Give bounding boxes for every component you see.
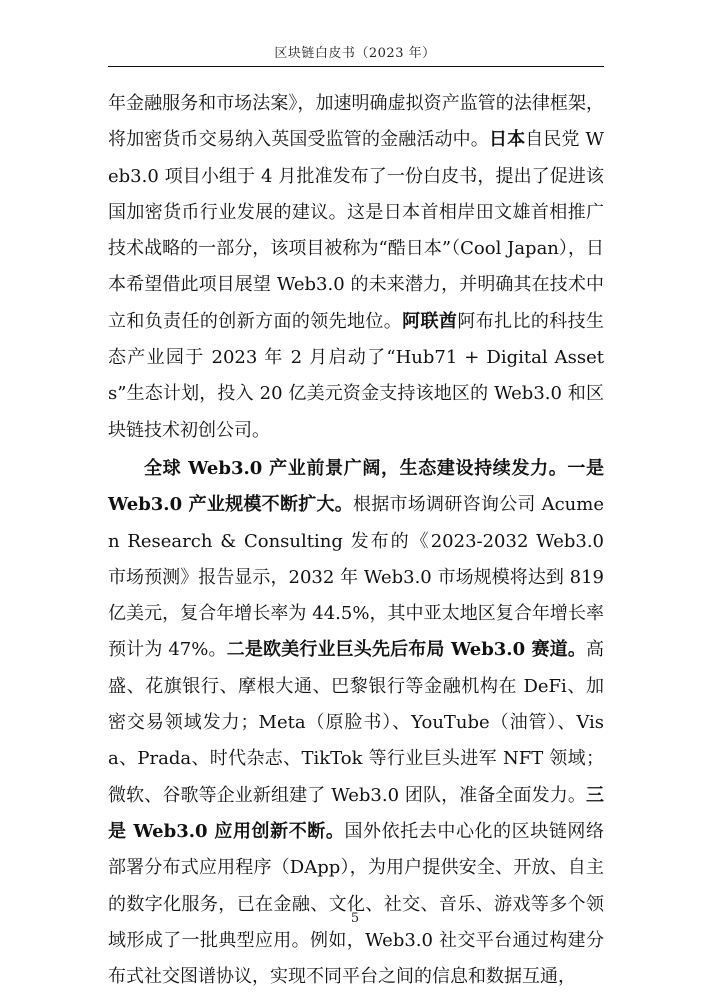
bold-segment: 全球 Web3.0 产业前景广阔，生态建设持续发力。一是 Web3.0 产业规模不断扩大。 (108, 457, 604, 516)
paragraph-1 (108, 86, 604, 449)
bold-segment: 阿联酋 (402, 310, 458, 332)
text-segment: 高盛、花旗银行、摩根大通、巴黎银行等金融机构在 DeFi、加密交易领域发力；Meta（原脸书）、YouTube（油管）、Visa、Prada、时代杂志、TikTok 等行业巨头进军 NFT 领域；微软、谷歌等企业新组建了 Web3.0 团队，准备全面发力。 (108, 639, 604, 806)
text-segment: 阿布扎比的科技生态产业园于 2023 年 2 月启动了“Hub71 + Digital Assets”生态计划，投入 20 亿美元资金支持该地区的 Web3.0 和区块链技术初创公司。 (108, 310, 605, 441)
page-number: 5 (350, 911, 360, 926)
text-segment: 根据市场调研咨询公司 Acumen Research & Consulting 发布的《2023-2032 Web3.0 市场预测》报告显示，2032 年 Web3.0 市场规模将达到 819 亿美元，复合年增长率为 44.5%，其中亚太地区复合年增长率预计为 47%。 (108, 494, 604, 661)
bold-segment: 三是 Web3.0 应用创新不断。 (108, 784, 604, 842)
text-segment: 年金融服务和市场法案》，加速明确虚拟资产监管的法律框架，将加密货币交易纳入英国受监管的金融活动中。 (108, 93, 604, 151)
bold-segment: 日本 (488, 129, 526, 151)
header-rule (108, 66, 604, 67)
bold-segment: 二是欧美行业巨头先后布局 Web3.0 赛道。 (226, 639, 586, 661)
body-text (108, 86, 604, 995)
text-segment: 国外依托去中心化的区块链网络部署分布式应用程序（DApp），为用户提供安全、开放、自主的数字化服务，已在金融、文化、社交、音乐、游戏等多个领域形成了一批典型应用。例如，Web3.0 社交平台通过构建分布式社交图谱协议，实现不同平台之间的信息和数据互通， (108, 820, 605, 988)
running-header: 区块链白皮书（2023 年） (274, 46, 436, 61)
text-segment: 自民党 Web3.0 项目小组于 4 月批准发布了一份白皮书，提出了促进该国加密货币行业发展的建议。这是日本首相岸田文雄首相推广技术战略的一部分，该项目被称为“酷日本”（Cool Japan），日本希望借此项目展望 Web3.0 的未来潜力，并明确其在技术中立和负责任的创新方面的领先地位。 (108, 129, 604, 332)
